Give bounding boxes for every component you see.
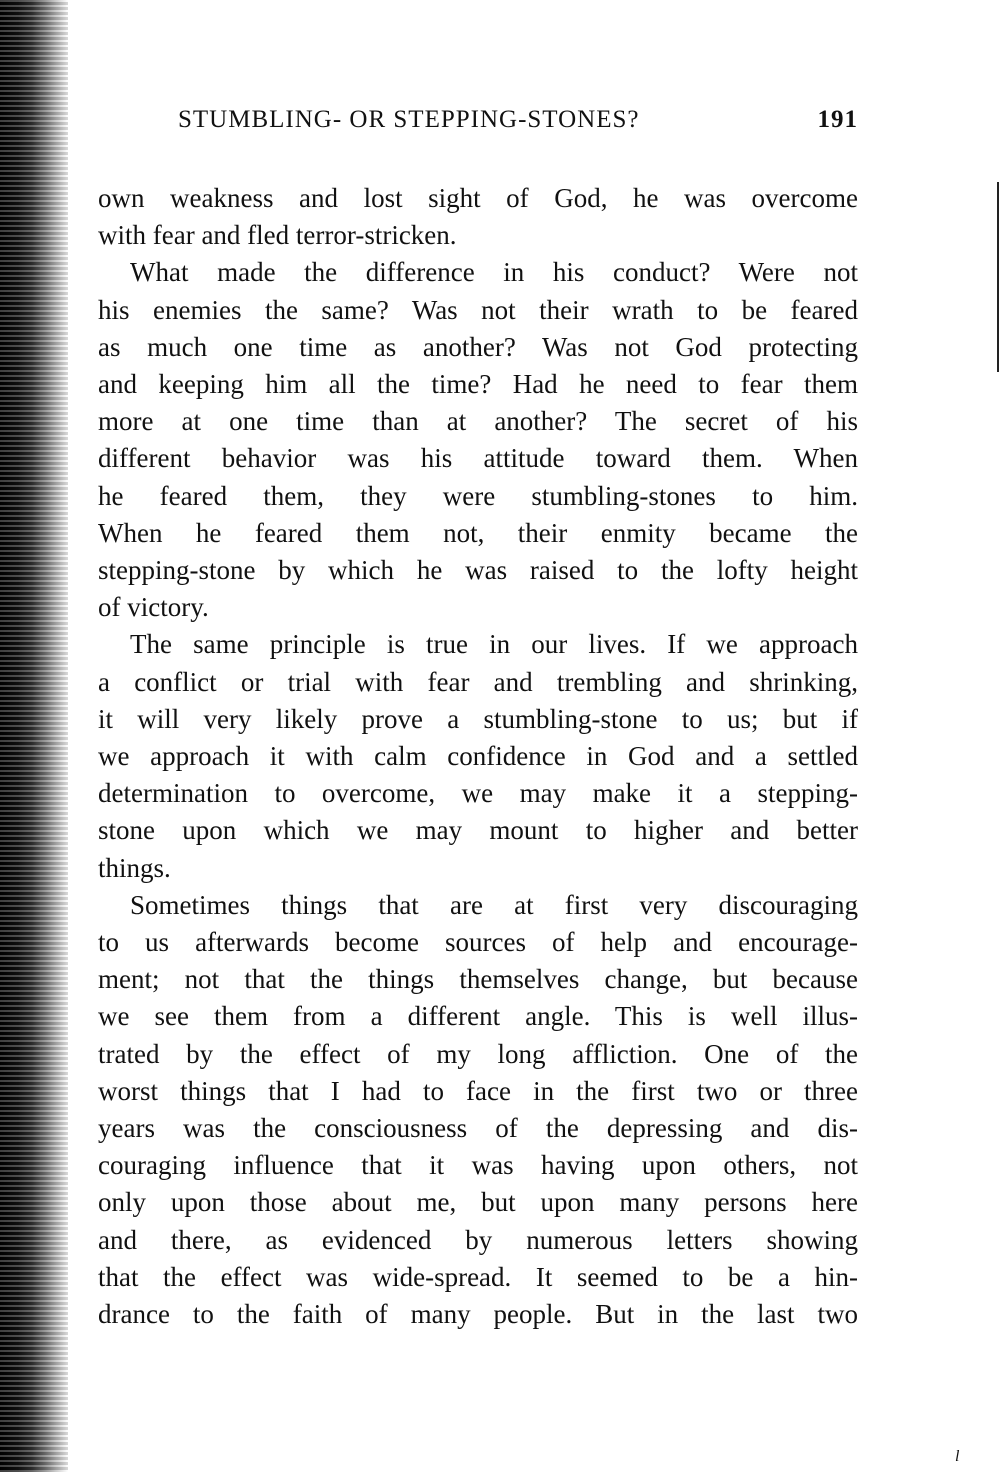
text-line: more at one time than at another? The secret of his [98, 406, 858, 437]
running-title: STUMBLING- OR STEPPING-STONES? [178, 106, 640, 133]
text-line: Sometimes things that are at first very discouraging [130, 889, 858, 920]
text-line: only upon those about me, but upon many persons here [98, 1187, 858, 1218]
corner-mark: l [955, 1448, 960, 1465]
text-line: we see them from a different angle. This is well illus- [98, 1001, 858, 1032]
running-header [178, 106, 858, 134]
text-line: different behavior was his attitude toward them. When [98, 443, 858, 474]
text-line: we approach it with calm confidence in God and a settled [98, 741, 858, 772]
text-line: What made the difference in his conduct? Were not [130, 257, 858, 288]
text-line: as much one time as another? Was not God protecting [98, 331, 858, 362]
scan-artifact-line [997, 182, 999, 372]
text-line: it will very likely prove a stumbling-stone to us; but if [98, 703, 858, 734]
text-line: to us afterwards become sources of help and encourage- [98, 927, 858, 958]
text-line: worst things that I had to face in the first two or three [98, 1075, 858, 1106]
text-line: of victory. [98, 592, 209, 623]
text-line: determination to overcome, we may make it a stepping- [98, 778, 858, 809]
text-line: couraging influence that it was having upon others, not [98, 1150, 858, 1181]
text-line: When he feared them not, their enmity became the [98, 517, 858, 548]
text-line: a conflict or trial with fear and trembling and shrinking, [98, 666, 858, 697]
text-line: ment; not that the things themselves change, but because [98, 964, 858, 995]
text-line: things. [98, 852, 171, 883]
text-line: trated by the effect of my long affliction. One of the [98, 1038, 858, 1069]
text-line: own weakness and lost sight of God, he was overcome [98, 183, 858, 213]
text-line: The same principle is true in our lives. If we approach [130, 629, 858, 660]
text-line: drance to the faith of many people. But in the last two [98, 1299, 858, 1330]
text-line: that the effect was wide-spread. It seemed to be a hin- [98, 1261, 858, 1292]
text-line: stone upon which we may mount to higher and better [98, 815, 858, 846]
body-text [98, 180, 858, 1333]
text-line: he feared them, they were stumbling-stones to him. [98, 480, 858, 511]
text-line: years was the consciousness of the depressing and dis- [98, 1113, 858, 1144]
page-number: 191 [817, 106, 858, 133]
text-line: stepping-stone by which he was raised to the lofty height [98, 555, 858, 586]
text-line: and there, as evidenced by numerous letters showing [98, 1224, 858, 1255]
text-line: his enemies the same? Was not their wrath to be feared [98, 294, 858, 325]
text-line: with fear and fled terror-stricken. [98, 220, 457, 251]
text-line: and keeping him all the time? Had he need to fear them [98, 369, 858, 400]
scan-binding-texture [0, 0, 68, 1472]
